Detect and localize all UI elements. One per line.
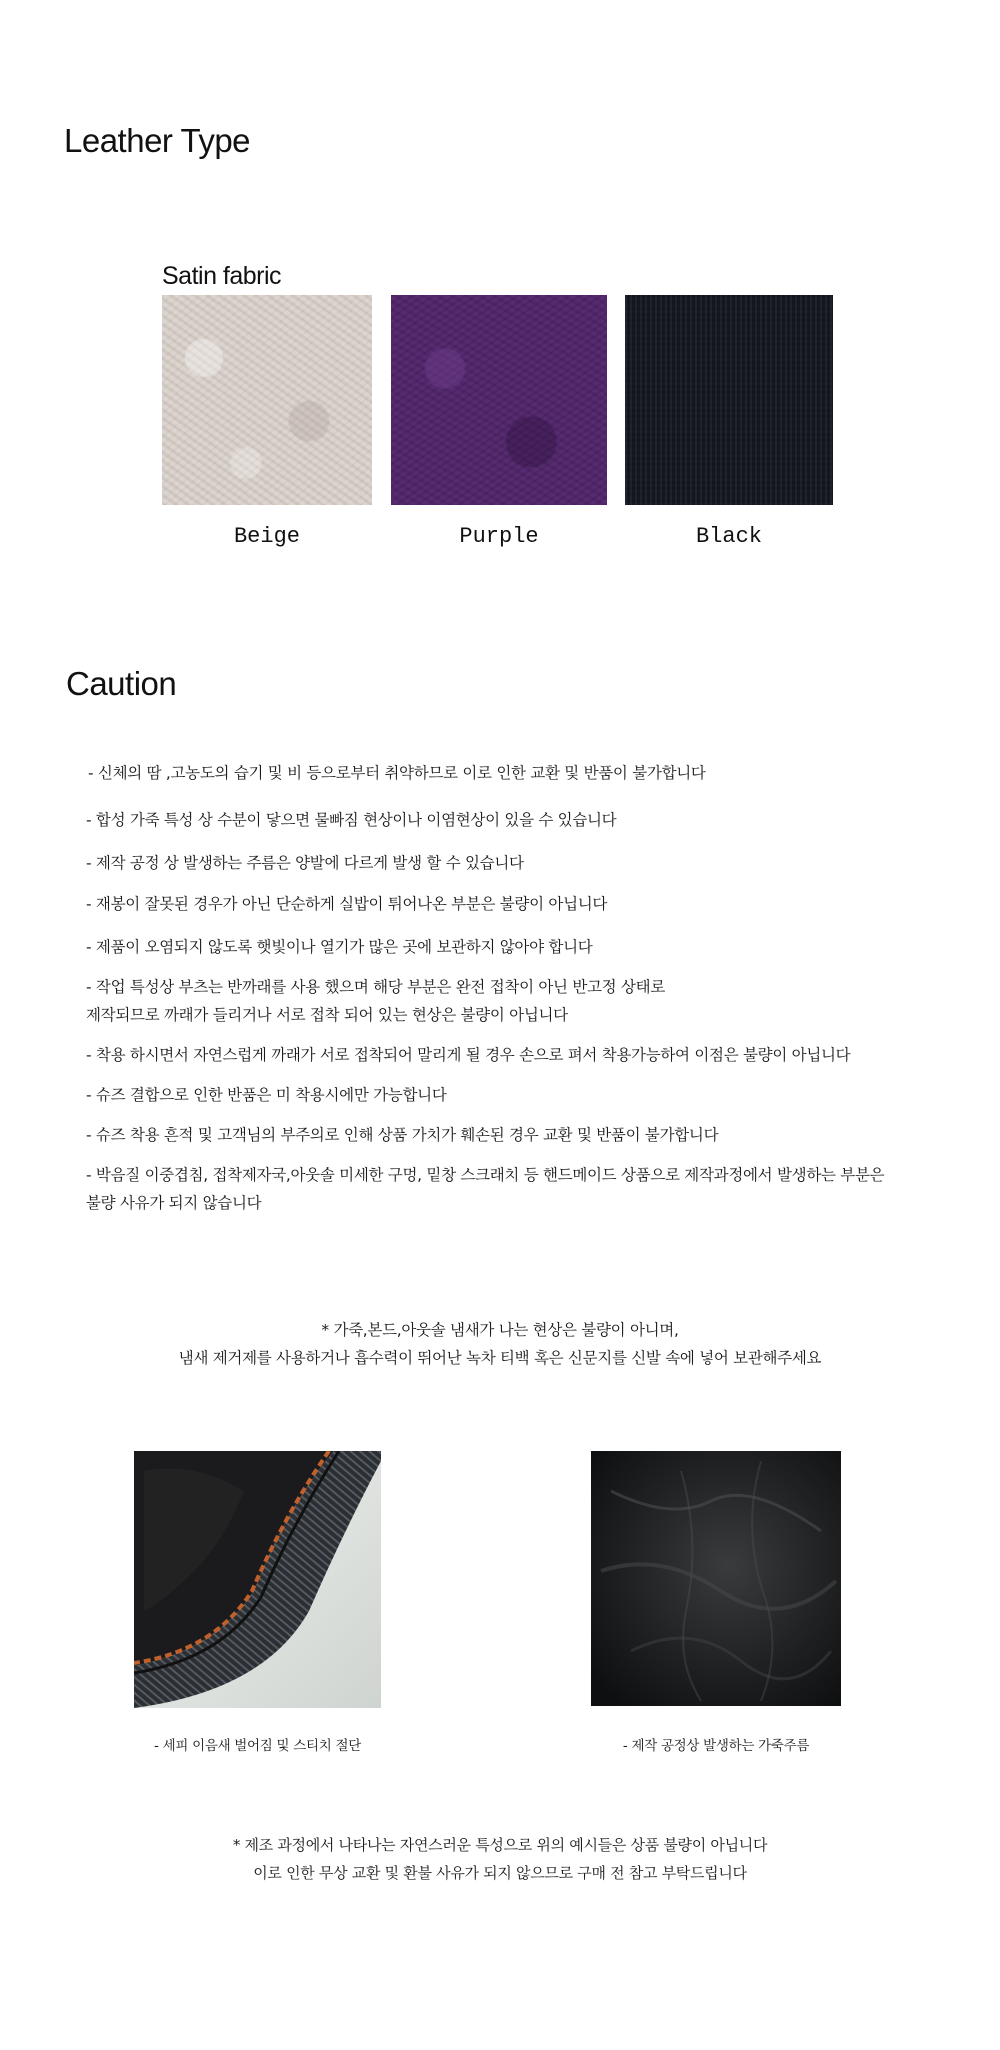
- caution-item: - 제품이 오염되지 않도록 햇빛이나 열기가 많은 곳에 보관하지 않아야 합니다: [86, 938, 593, 956]
- wrinkle-example-caption: - 제작 공정상 발생하는 가죽주름: [622, 1738, 810, 1754]
- caution-item: - 슈즈 착용 흔적 및 고객님의 부주의로 인해 상품 가치가 훼손된 경우 교환 및 반품이 불가합니다: [86, 1126, 719, 1144]
- caution-item: 제작되므로 까래가 들리거나 서로 접착 되어 있는 현상은 불량이 아닙니다: [86, 1006, 568, 1024]
- caution-item: - 신체의 땀 ,고농도의 습기 및 비 등으로부터 취약하므로 이로 인한 교환 및 반품이 불가합니다: [88, 764, 706, 782]
- caution-item: - 합성 가죽 특성 상 수분이 닿으면 물빠짐 현상이나 이염현상이 있을 수 있습니다: [86, 811, 617, 829]
- smell-note-line1: * 가죽,본드,아웃솔 냄새가 나는 현상은 불량이 아니며,: [321, 1321, 679, 1339]
- caution-item: - 제작 공정 상 발생하는 주름은 양발에 다르게 발생 할 수 있습니다: [86, 854, 524, 872]
- purple-swatch: [391, 295, 607, 505]
- smell-note-line2: 냄새 제거제를 사용하거나 흡수력이 뛰어난 녹차 티백 혹은 신문지를 신발 속에 넣어 보관해주세요: [178, 1349, 822, 1367]
- leather-type-title: Leather Type: [64, 122, 251, 159]
- purple-label: Purple: [459, 524, 539, 549]
- caution-item: 불량 사유가 되지 않습니다: [86, 1194, 262, 1212]
- caution-item: - 슈즈 결합으로 인한 반품은 미 착용시에만 가능합니다: [86, 1086, 447, 1104]
- bottom-note-line1: * 제조 과정에서 나타나는 자연스러운 특성으로 위의 예시들은 상품 불량이 아닙니다: [232, 1836, 768, 1854]
- caution-title: Caution: [66, 665, 177, 702]
- caution-item: - 착용 하시면서 자연스럽게 까래가 서로 접착되어 말리게 될 경우 손으로 펴서 착용가능하여 이점은 불량이 아닙니다: [86, 1046, 851, 1064]
- caution-item: - 작업 특성상 부츠는 반까래를 사용 했으며 해당 부분은 완전 접착이 아닌 반고정 상태로: [86, 978, 666, 996]
- black-swatch: [625, 295, 833, 505]
- fabric-title: Satin fabric: [162, 262, 282, 290]
- stitch-example-caption: - 세피 이음새 벌어짐 및 스티치 절단: [154, 1738, 361, 1754]
- leather-wrinkle-photo: [591, 1451, 841, 1706]
- bottom-note-line2: 이로 인한 무상 교환 및 환불 사유가 되지 않으므로 구매 전 참고 부탁드립니다: [253, 1864, 747, 1882]
- black-label: Black: [695, 524, 762, 549]
- caution-item: - 재봉이 잘못된 경우가 아닌 단순하게 실밥이 튀어나온 부분은 불량이 아닙니다: [86, 895, 608, 913]
- caution-item: - 박음질 이중겹침, 접착제자국,아웃솔 미세한 구멍, 밑창 스크래치 등 핸드메이드 상품으로 제작과정에서 발생하는 부분은: [86, 1166, 885, 1184]
- beige-swatch: [162, 295, 372, 505]
- stitch-example-photo: [134, 1451, 381, 1708]
- beige-label: Beige: [233, 524, 300, 549]
